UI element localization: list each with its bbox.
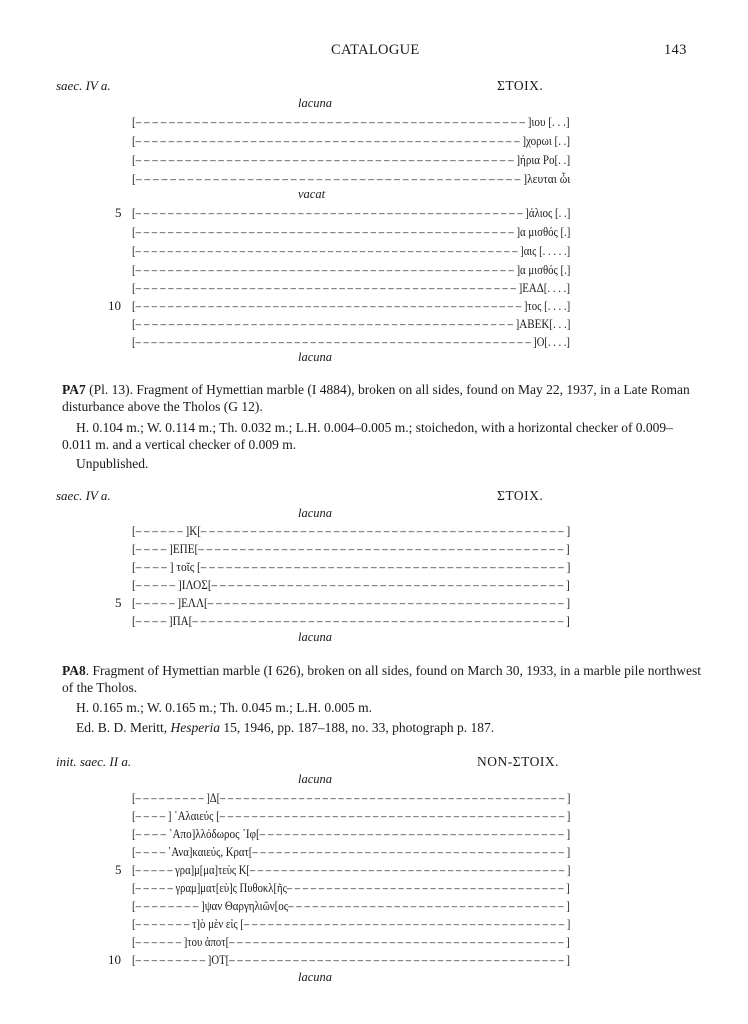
block1-lacuna-top: lacuna [298, 96, 333, 110]
inscription-line: [– – – – ] τοῖς [– – – – – – – – – – – – – – – – – – – – – – – – – – – – – – – – – – – – – – – – – – – ] [132, 559, 571, 574]
block1-style: ΣΤΟΙΧ. [497, 78, 544, 93]
inscription-line: [– – – – – γραμ]ματ[εὺ]ς Πυθοκλ[ῆς– – – – – – – – – – – – – – – – – – – – – – – – – – – – – – – – – – – ] [132, 880, 570, 895]
block3-style: ΝΟΝ-ΣΤΟΙΧ. [477, 754, 559, 769]
running-title: CATALOGUE [331, 42, 420, 58]
line-number: 10 [108, 952, 121, 967]
inscription-line: [– – – – ᾿Απο]λλόδωρος ᾿Ιφ[– – – – – – – – – – – – – – – – – – – – – – – – – – – – – – – – – – – – – ] [132, 826, 571, 841]
inscription-line: [– – – – – – – – – – – – – – – – – – – – – – – – – – – – – – – – – – – – – – – – – – – – – ]λευται ὦι [132, 171, 571, 186]
inscription-line: [– – – – ] ῾Αλαιεύς [– – – – – – – – – – – – – – – – – – – – – – – – – – – – – – – – – – – – – – – – – – – ] [132, 808, 571, 823]
pa7-description [62, 381, 702, 415]
inscription-line: [– – – – – – – – – – – – – – – – – – – – – – – – – – – – – – – – – – – – – – – – – – – – – – – ]ιου [. . .] [132, 114, 570, 129]
entry-label: PA8 [62, 663, 86, 678]
inscription-line: [– – – – – – – τ]ὸ μὲν εἰς [– – – – – – – – – – – – – – – – – – – – – – – – – – – – – – – – – – – – – – – – ] [132, 916, 571, 931]
pa8-ed-suffix: 15, 1946, pp. 187–188, no. 33, photograph p. 187. [220, 720, 495, 735]
block2-style: ΣΤΟΙΧ. [497, 488, 544, 503]
inscription-line: [– – – – – – – – – ]ΟΤ[– – – – – – – – – – – – – – – – – – – – – – – – – – – – – – – – – – – – – – – – – – ] [132, 952, 570, 967]
inscription-line: [– – – – – – – – – – – – – – – – – – – – – – – – – – – – – – – – – – – – – – – – – – – – – – – ]α μισθός [.] [132, 224, 571, 239]
inscription-line: [– – – – – – – – – – – – – – – – – – – – – – – – – – – – – – – – – – – – – – – – – – – – – – – ]χορωι [. .] [132, 133, 571, 148]
inscription-line: [– – – – – – ]Κ[– – – – – – – – – – – – – – – – – – – – – – – – – – – – – – – – – – – – – – – – – – – – ] [132, 523, 571, 538]
line-number: 5 [115, 862, 122, 877]
line-number: 10 [108, 298, 121, 313]
inscription-line: [– – – – – – – – – – – – – – – – – – – – – – – – – – – – – – – – – – – – – – – – – – – – – – – ]α μισθός [.] [132, 262, 571, 277]
inscription-line: [– – – – – – – – – – – – – – – – – – – – – – – – – – – – – – – – – – – – – – – – – – – – – – – – ]τος [. . . .] [132, 298, 571, 313]
inscription-line: [– – – – ]ΕΠΕ[– – – – – – – – – – – – – – – – – – – – – – – – – – – – – – – – – – – – – – – – – – – – ] [132, 541, 570, 556]
pa8-ed-prefix: Ed. B. D. Meritt, [76, 720, 171, 735]
inscription-line: [– – – – ᾿Ανα]καιεύς, Κρατ[– – – – – – – – – – – – – – – – – – – – – – – – – – – – – – – – – – – – – – – ] [132, 844, 571, 859]
block2-lacuna-top: lacuna [298, 506, 333, 520]
pa7-publication: Unpublished. [76, 456, 149, 471]
inscription-line: [– – – – – – – – – – – – – – – – – – – – – – – – – – – – – – – – – – – – – – – – – – – – – – – – ]άλιος [. .] [132, 205, 571, 220]
block2-lacuna-bottom: lacuna [298, 630, 333, 644]
pa8-ed-journal: Hesperia [170, 720, 220, 735]
entry-label: PA7 [62, 382, 86, 397]
inscription-line: [– – – – – – – – – – – – – – – – – – – – – – – – – – – – – – – – – – – – – – – – – – – – – – – ]ΕΑΔ[. . . .] [132, 280, 571, 295]
inscription-line: [– – – – – – – – – – – – – – – – – – – – – – – – – – – – – – – – – – – – – – – – – – – – – – ]ΑΒΕΚ[. . .] [132, 316, 571, 331]
inscription-line: [– – – – – ]ΕΛΛ[– – – – – – – – – – – – – – – – – – – – – – – – – – – – – – – – – – – – – – – – – – – ] [132, 595, 571, 610]
inscription-line: [– – – – – – – – – – – – – – – – – – – – – – – – – – – – – – – – – – – – – – – – – – – – – – ]ήρια Ρο[. .] [132, 152, 571, 167]
pa8-description [62, 662, 702, 696]
line-number: 5 [115, 595, 122, 610]
inscription-line: [– – – – – – – – ]ψαν Θαργηλιῶν[ος– – – – – – – – – – – – – – – – – – – – – – – – – – – – – – – – – – ] [132, 898, 570, 913]
pa7-dimensions: H. 0.104 m.; W. 0.114 m.; Th. 0.032 m.; L.H. 0.004–0.005 m.; stoichedon, with a horizontal checker of 0.009–0.011 m. and a vertical checker of 0.009 m. [62, 420, 673, 452]
inscription-line: [– – – – – ]ΙΛΟΣ[– – – – – – – – – – – – – – – – – – – – – – – – – – – – – – – – – – – – – – – – – – ] [132, 577, 570, 592]
block1-lacuna-bottom: lacuna [298, 350, 333, 364]
inscription-line: [– – – – ]ΠΑ[– – – – – – – – – – – – – – – – – – – – – – – – – – – – – – – – – – – – – – – – – – – – – ] [132, 613, 570, 628]
inscription-line: [– – – – – – ]του ἀποτ[– – – – – – – – – – – – – – – – – – – – – – – – – – – – – – – – – – – – – – – – – – ] [132, 934, 570, 949]
block1-date: saec. IV a. [56, 78, 111, 93]
pa7-desc-text: (Pl. 13). Fragment of Hymettian marble (I 4884), broken on all sides, found on May 22, 1937, in a Late Roman disturbance above the Tholos (G 12). [62, 382, 690, 414]
pa8-dimensions: H. 0.165 m.; W. 0.165 m.; Th. 0.045 m.; L.H. 0.005 m. [76, 700, 373, 715]
block3-lacuna-top: lacuna [298, 772, 333, 786]
block1-vacat: vacat [298, 187, 326, 201]
block3-date: init. saec. II a. [56, 754, 132, 769]
inscription-line: [– – – – – – – – – – – – – – – – – – – – – – – – – – – – – – – – – – – – – – – – – – – – – – – – ]αις [. . . . .] [132, 243, 571, 258]
inscription-line: [– – – – – – – – – – – – – – – – – – – – – – – – – – – – – – – – – – – – – – – – – – – – – – – – – – ]Ο[. . . .] [132, 334, 570, 349]
pa8-desc-text: . Fragment of Hymettian marble (I 626), broken on all sides, found on March 30, 1933, in a marble pile northwest of the Tholos. [62, 663, 701, 695]
inscription-line: [– – – – – – – – – ]Δ[– – – – – – – – – – – – – – – – – – – – – – – – – – – – – – – – – – – – – – – – – – – – ] [132, 790, 571, 805]
page-number: 143 [664, 42, 687, 58]
block3-lacuna-bottom: lacuna [298, 970, 333, 984]
block2-date: saec. IV a. [56, 488, 111, 503]
line-number: 5 [115, 205, 122, 220]
pa8-edition [62, 719, 702, 736]
inscription-line: [– – – – – γρα]μ[μα]τεὺς Κ[– – – – – – – – – – – – – – – – – – – – – – – – – – – – – – – – – – – – – – – – ] [132, 862, 571, 877]
